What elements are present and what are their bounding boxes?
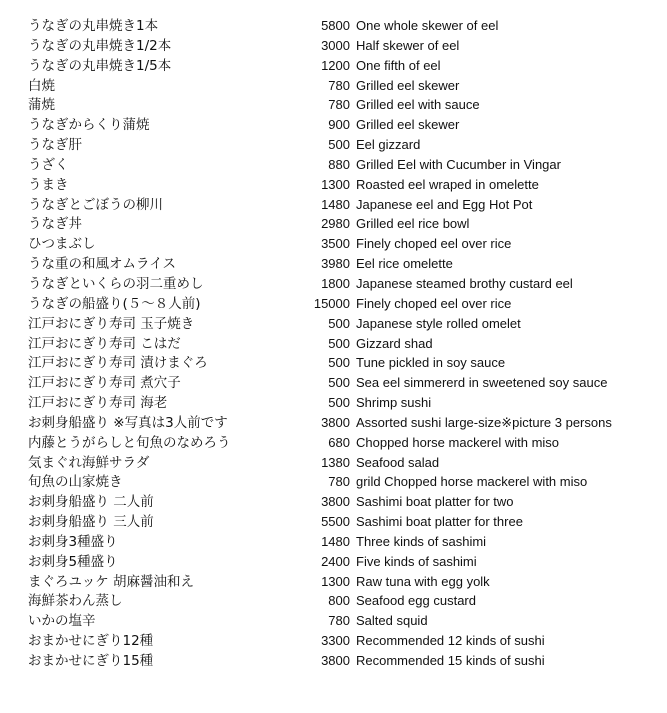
item-name-english: Finely choped eel over rice <box>356 295 512 311</box>
menu-item <box>28 16 658 36</box>
item-name-japanese: まぐろユッケ 胡麻醤油和え <box>28 573 195 590</box>
item-name-japanese: うなぎといくらの羽二重めし <box>28 275 204 292</box>
menu-item <box>28 413 658 433</box>
item-name-japanese: うなぎの丸串焼き1/5本 <box>28 57 172 74</box>
menu-item <box>28 373 658 393</box>
menu-item <box>28 274 658 294</box>
item-name-japanese: うなぎ肝 <box>28 137 82 154</box>
item-price: 500 <box>328 355 350 371</box>
menu-item <box>28 552 658 572</box>
item-price: 1200 <box>321 57 350 73</box>
item-price: 5500 <box>321 514 350 530</box>
menu-item <box>28 433 658 453</box>
item-name-japanese: うなぎからくり蒲焼 <box>28 117 150 134</box>
item-price: 3000 <box>321 37 350 53</box>
item-name-japanese: おまかせにぎり12種 <box>28 633 154 650</box>
item-price: 3300 <box>321 633 350 649</box>
menu-item <box>28 95 658 115</box>
item-name-japanese: 気まぐれ海鮮サラダ <box>28 454 150 471</box>
menu-item <box>28 135 658 155</box>
item-price: 1480 <box>321 533 350 549</box>
item-name-english: Japanese style rolled omelet <box>356 315 521 331</box>
item-price: 3980 <box>321 256 350 272</box>
item-name-english: Japanese steamed brothy custard eel <box>356 275 573 291</box>
item-price: 1380 <box>321 454 350 470</box>
item-name-japanese: うな重の和風オムライス <box>28 256 176 273</box>
item-name-japanese: うなぎの船盛り(５～８人前) <box>28 295 201 312</box>
item-name-english: Grilled eel skewer <box>356 77 460 93</box>
item-price: 15000 <box>313 295 350 311</box>
item-price: 3800 <box>321 494 350 510</box>
item-name-english: Salted squid <box>356 613 428 629</box>
item-name-english: Seafood salad <box>356 454 440 470</box>
item-price: 900 <box>328 117 350 133</box>
item-name-english: Sashimi boat platter for two <box>356 494 514 510</box>
item-price: 780 <box>328 474 350 490</box>
item-name-japanese: おまかせにぎり15種 <box>28 653 154 669</box>
item-price: 2980 <box>321 216 350 232</box>
item-price: 3500 <box>321 236 350 252</box>
item-name-japanese: うなぎ丼 <box>28 216 82 233</box>
menu-item <box>28 234 658 254</box>
item-name-japanese: お刺身船盛り 三人前 <box>28 514 154 531</box>
item-name-japanese: うなぎとごぼうの柳川 <box>28 196 163 213</box>
item-name-japanese: 江戸おにぎり寿司 漬けまぐろ <box>28 355 208 372</box>
menu-item <box>28 214 658 234</box>
item-name-japanese: うなぎの丸串焼き1本 <box>28 18 159 34</box>
item-name-japanese: お刺身船盛り ※写真は3人前です <box>28 414 228 431</box>
item-name-english: Eel rice omelette <box>356 256 453 272</box>
menu-item <box>28 572 658 592</box>
menu-item <box>28 591 658 611</box>
item-name-english: Assorted sushi large-size※picture 3 persons <box>356 414 612 430</box>
item-name-english: One fifth of eel <box>356 57 441 73</box>
item-price: 1480 <box>321 196 350 212</box>
menu-item <box>28 76 658 96</box>
item-price: 3800 <box>321 414 350 430</box>
menu-item <box>28 393 658 413</box>
item-name-english: Sashimi boat platter for three <box>356 514 523 530</box>
item-name-english: Recommended 12 kinds of sushi <box>356 633 545 649</box>
item-price: 680 <box>328 434 350 450</box>
item-name-japanese: うざく <box>28 156 69 173</box>
item-name-english: Grilled eel skewer <box>356 117 460 133</box>
item-price: 1300 <box>321 176 350 192</box>
item-name-english: Half skewer of eel <box>356 37 460 53</box>
item-price: 780 <box>328 613 350 629</box>
item-price: 500 <box>328 335 350 351</box>
menu-item <box>28 294 658 314</box>
item-name-english: Grilled Eel with Cucumber in Vingar <box>356 156 561 172</box>
menu-item <box>28 56 658 76</box>
item-price: 1800 <box>321 275 350 291</box>
item-name-english: Recommended 15 kinds of sushi <box>356 653 545 668</box>
item-price: 880 <box>328 156 350 172</box>
item-name-english: Gizzard shad <box>356 335 433 351</box>
menu-item <box>28 611 658 631</box>
item-name-japanese: 海鮮茶わん蒸し <box>28 593 123 610</box>
item-name-english: One whole skewer of eel <box>356 18 499 33</box>
menu-item <box>28 334 658 354</box>
menu-item <box>28 36 658 56</box>
item-name-english: Japanese eel and Egg Hot Pot <box>356 196 533 212</box>
menu-item <box>28 155 658 175</box>
menu-item <box>28 651 658 671</box>
item-price: 500 <box>328 375 350 391</box>
item-name-japanese: ひつまぶし <box>28 236 96 253</box>
menu-item <box>28 195 658 215</box>
item-name-japanese: 蒲焼 <box>28 97 55 114</box>
menu-item <box>28 472 658 492</box>
item-price: 500 <box>328 395 350 411</box>
menu-item <box>28 512 658 532</box>
item-name-japanese: お刺身5種盛り <box>28 553 118 570</box>
item-name-japanese: うなぎの丸串焼き1/2本 <box>28 37 172 54</box>
item-name-english: grild Chopped horse mackerel with miso <box>356 474 588 490</box>
item-name-japanese: 江戸おにぎり寿司 こはだ <box>28 335 181 352</box>
item-name-english: Eel gizzard <box>356 137 421 153</box>
item-name-english: Seafood egg custard <box>356 593 476 609</box>
menu-item <box>28 353 658 373</box>
item-name-english: Tune pickled in soy sauce <box>356 355 506 371</box>
item-price: 780 <box>328 97 350 113</box>
menu-item <box>28 175 658 195</box>
menu-item <box>28 254 658 274</box>
item-name-japanese: 江戸おにぎり寿司 海老 <box>28 395 168 412</box>
item-name-japanese: 旬魚の山家焼き <box>28 474 123 491</box>
item-name-japanese: お刺身3種盛り <box>28 533 118 550</box>
item-price: 500 <box>328 137 350 153</box>
item-name-english: Shrimp sushi <box>356 395 432 411</box>
menu-list <box>28 16 658 671</box>
item-name-english: Five kinds of sashimi <box>356 553 477 569</box>
menu-item <box>28 115 658 135</box>
item-price: 780 <box>328 77 350 93</box>
item-name-japanese: 江戸おにぎり寿司 煮穴子 <box>28 375 181 392</box>
item-name-english: Sea eel simmererd in sweetened soy sauce <box>356 375 608 391</box>
item-price: 1300 <box>321 573 350 589</box>
item-name-japanese: いかの塩辛 <box>28 613 96 630</box>
item-name-english: Chopped horse mackerel with miso <box>356 434 560 450</box>
item-price: 500 <box>328 315 350 331</box>
item-name-english: Raw tuna with egg yolk <box>356 573 490 589</box>
menu-item <box>28 453 658 473</box>
menu-item <box>28 631 658 651</box>
item-name-english: Three kinds of sashimi <box>356 533 487 549</box>
item-name-japanese: 白焼 <box>28 77 55 94</box>
menu-item <box>28 492 658 512</box>
item-name-english: Grilled eel with sauce <box>356 97 480 113</box>
menu-item <box>28 314 658 334</box>
item-price: 2400 <box>321 553 350 569</box>
item-name-japanese: 内藤とうがらしと旬魚のなめろう <box>28 434 231 451</box>
item-name-english: Roasted eel wraped in omelette <box>356 176 539 192</box>
menu-item <box>28 532 658 552</box>
item-price: 5800 <box>321 18 350 33</box>
item-name-english: Finely choped eel over rice <box>356 236 512 252</box>
item-name-english: Grilled eel rice bowl <box>356 216 470 232</box>
item-name-japanese: 江戸おにぎり寿司 玉子焼き <box>28 315 195 332</box>
item-price: 800 <box>328 593 350 609</box>
item-price: 3800 <box>321 653 350 668</box>
item-name-japanese: うまき <box>28 176 69 193</box>
item-name-japanese: お刺身船盛り 二人前 <box>28 494 154 511</box>
